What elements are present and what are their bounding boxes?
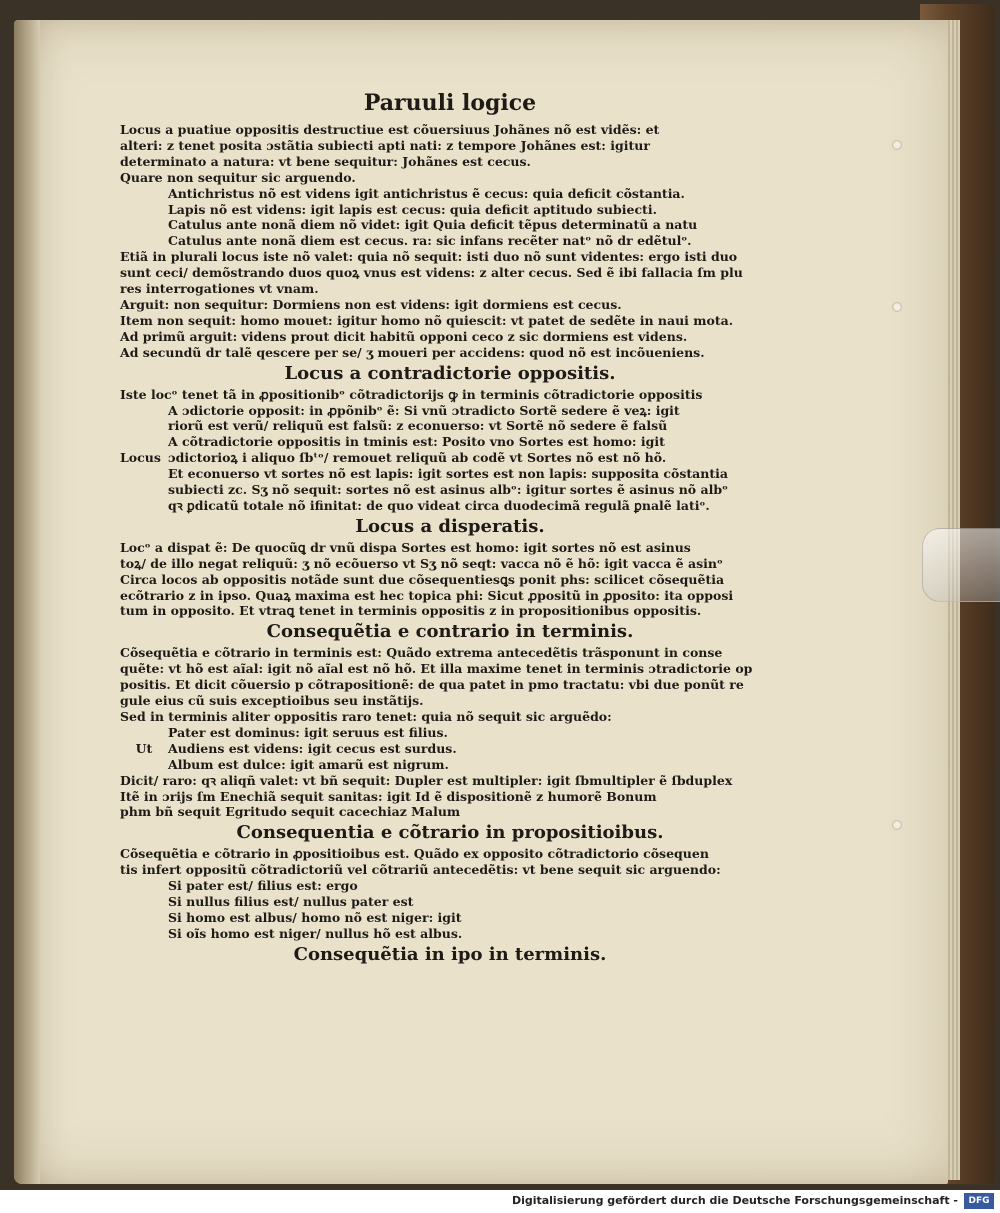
text-line: determinato a natura: vt bene sequitur: Johãnes est cecus. bbox=[120, 153, 531, 169]
text-line: Dicit/ raro: qꝛ aliqñ valet: vt bñ sequit: Dupler est multipler: igit ſbmultipler ẽ ſbduplex bbox=[120, 772, 733, 788]
text-line: Lapis nõ est videns: igit lapis est cecus: quia deficit aptitudo subiecti. bbox=[168, 201, 657, 217]
section-heading: Locus a contradictorie oppositis. bbox=[284, 362, 616, 384]
text-line: Si nullus filius est/ nullus pater est bbox=[168, 894, 414, 910]
text-line: subiecti zc. Sʒ nõ sequit: sortes nõ est asinus albᵒ: igitur sortes ẽ asinus nõ albᵒ bbox=[168, 482, 728, 498]
text-line: positis. Et dicit cõuersio p cõtrapositionẽ: de qua patet in pmo tractatu: vbi due ponũt re bbox=[120, 677, 744, 693]
page-text bbox=[120, 86, 780, 968]
binding-hole bbox=[892, 140, 902, 150]
text-line: Locᵒ a dispat ẽ: De quocũꝗ dr vnũ dispa Sortes est homo: igit sortes nõ est asinus bbox=[120, 539, 691, 555]
text-line: Et econuerso vt sortes nõ est lapis: igit sortes est non lapis: supposita cõstantia bbox=[168, 466, 728, 482]
ut-label: Ut bbox=[135, 740, 153, 756]
page-clip bbox=[922, 528, 1000, 602]
text-line: Pater est dominus: igit seruus est filius. bbox=[168, 724, 448, 740]
text-line-part: ɔdictorioꝝ i aliquo ſbᵗᵒ/ remouet reliquũ ab codẽ vt Sortes nõ est nõ hõ. bbox=[168, 450, 667, 466]
text-line: A cõtradictorie oppositis in tminis est: Posito vno Sortes est homo: igit bbox=[168, 434, 665, 450]
text-line: sunt ceci/ demõstrando duos quoꝝ vnus est videns: z alter cecus. Sed ẽ ibi fallacia ſm plu bbox=[120, 265, 743, 281]
text-line: tum in opposito. Et vtraꝗ tenet in terminis oppositis z in propositionibus oppositis. bbox=[120, 603, 702, 619]
text-line: Si homo est albus/ homo nõ est niger: igit bbox=[168, 909, 462, 925]
text-line: Circa locos ab oppositis notãde sunt due cõsequentiesꝗs ponit phs: scilicet cõsequẽtia bbox=[120, 571, 725, 587]
text-line: Iste locᵒ tenet tã in ꝓpositionibᵒ cõtradictorijs ꝙ in terminis cõtradictorie oppositis bbox=[120, 386, 703, 402]
text-line: Etiã in plurali locus iste nõ valet: quia nõ sequit: isti duo nõ sunt videntes: ergo isti duo bbox=[120, 249, 738, 265]
text-line: Ad secundũ dr talẽ qescere per se/ ʒ moueri per accidens: quod nõ est incõueniens. bbox=[120, 344, 705, 360]
binding-hole bbox=[892, 820, 902, 830]
footer-credit: Digitalisierung gefördert durch die Deutsche Forschungsgemeinschaft - bbox=[511, 1194, 958, 1207]
page-title: Paruuli logice bbox=[363, 90, 537, 116]
text-line: toꝝ/ de illo negat reliquũ: ʒ nõ ecõuerso vt Sʒ nõ seqt: vacca nõ ẽ hõ: igit vacca ẽ asinᵒ bbox=[120, 555, 723, 571]
text-line-part: Audiens est videns: igit cecus est surdus. bbox=[168, 740, 457, 756]
section-heading: Consequẽtia e contrario in terminis. bbox=[266, 621, 634, 643]
section-heading: Consequẽtia in ipo in terminis. bbox=[293, 943, 607, 965]
text-line: Catulus ante nonã diem nõ videt: igit Quia deficit tẽpus determinatũ a natu bbox=[168, 217, 698, 233]
text-line: alteri: z tenet posita ɔstãtia subiecti apti nati: z tempore Johãnes est: igitur bbox=[120, 137, 650, 153]
text-line: Arguit: non sequitur: Dormiens non est videns: igit dormiens est cecus. bbox=[120, 296, 622, 312]
text-line: tis infert oppositũ cõtradictoriũ vel cõtrariũ antecedẽtis: vt bene sequit sic arguendo: bbox=[120, 862, 721, 878]
dfg-logo-icon: DFG bbox=[964, 1193, 994, 1209]
text-line: Itẽ in ɔrijs ſm Enechiã sequit sanitas: igit Id ẽ dispositionẽ z humorẽ Bonum bbox=[120, 788, 657, 804]
text-line bbox=[120, 741, 780, 757]
text-line: riorũ est verũ/ reliquũ est falsũ: z econuerso: vt Sortẽ nõ sedere ẽ falsũ bbox=[168, 418, 668, 434]
text-line: Sed in terminis aliter oppositis raro tenet: quia nõ sequit sic arguẽdo: bbox=[120, 709, 612, 724]
text-line: ecõtrario z in ipso. Quaꝝ maxima est hec topica phi: Sicut ꝓpositũ in ꝓposito: ita opposi bbox=[120, 587, 734, 603]
locus-label: Locus bbox=[120, 450, 161, 466]
section-heading: Locus a disperatis. bbox=[355, 515, 545, 537]
text-line: A ɔdictorie opposit: in ꝓpõnibᵒ ẽ: Si vnũ ɔtradicto Sortẽ sedere ẽ veꝝ: igit bbox=[168, 402, 680, 418]
text-line: gule eius cũ suis exceptioibus seu instãtijs. bbox=[120, 693, 424, 709]
text-line: quẽte: vt hõ est aĩal: igit nõ aĩal est nõ hõ. Et illa maxime tenet in terminis ɔtradictorie op bbox=[120, 661, 753, 677]
text-line bbox=[120, 450, 780, 466]
text-line: qꝛ ꝑdicatũ totale nõ ifinitat: de quo videat circa duodecimã regulã ꝑnalẽ latiᵒ. bbox=[168, 497, 710, 513]
text-line: Antichristus nõ est videns igit antichristus ẽ cecus: quia deficit cõstantia. bbox=[168, 185, 685, 201]
text-line: Catulus ante nonã diem est cecus. ra: sic infans recẽter natᵒ nõ dr edẽtulᵒ. bbox=[168, 233, 692, 249]
text-line: Si pater est/ filius est: ergo bbox=[168, 878, 358, 894]
page-gutter bbox=[14, 20, 40, 1184]
text-line: res interrogationes vt vnam. bbox=[120, 281, 319, 297]
text-line: Cõsequẽtia e cõtrario in ꝓpositioibus est. Quãdo ex opposito cõtradictorio cõsequen bbox=[120, 846, 709, 862]
text-line: Item non sequit: homo mouet: igitur homo nõ quiescit: vt patet de sedẽte in naui mota. bbox=[120, 312, 734, 328]
section-heading: Consequentia e cõtrario in propositioibus. bbox=[236, 822, 664, 844]
text-line: Si oĩs homo est niger/ nullus hõ est albus. bbox=[168, 925, 463, 941]
text-line: Album est dulce: igit amarũ est nigrum. bbox=[168, 756, 449, 772]
text-line: Locus a puatiue oppositis destructiue est cõuersiuus Johãnes nõ est vidẽs: et bbox=[120, 122, 660, 137]
text-line: Cõsequẽtia e cõtrario in terminis est: Quãdo extrema antecedẽtis trãsponunt in conse bbox=[120, 645, 723, 661]
text-line: Quare non sequitur sic arguendo. bbox=[120, 169, 356, 185]
footer-bar bbox=[0, 1190, 1000, 1213]
text-line: phm bñ sequit Egritudo sequit cacechiaz Malum bbox=[120, 804, 461, 820]
binding-hole bbox=[892, 302, 902, 312]
text-line: Ad primũ arguit: videns prout dicit habitũ opponi ceco z sic dormiens est videns. bbox=[120, 328, 688, 344]
